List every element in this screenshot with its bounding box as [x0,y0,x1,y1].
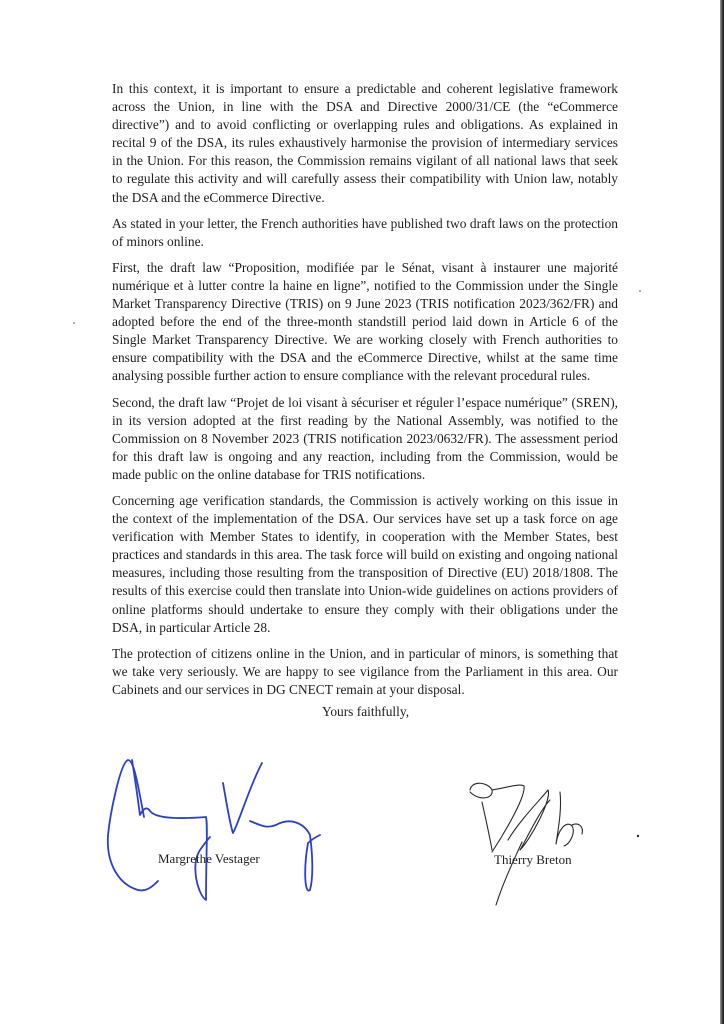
paragraph-second-draft-law: Second, the draft law “Projet de loi visant à sécuriser et réguler l’espace numérique” (SREN), in its version adopted at the first reading by the National Assembly, was notified to the Commission on 8 November 2023 (TRIS notification 2023/0632/FR). The assessment period for this draft law is ongoing and any reaction, including from the Commission, would be made public on the online database for TRIS notifications. [112,394,618,482]
paragraph-first-draft-law: First, the draft law “Proposition, modifiée par le Sénat, visant à instaurer une majorité numérique et à lutter contre la haine en ligne”, notified to the Commission under the Single Market Transparency Directive (TRIS) on 9 June 2023 (TRIS notification 2023/362/FR) and adopted before the end of the three-month standstill period laid down in Article 6 of the Single Market Transparency Directive. We are working closely with French authorities to ensure compatibility with the DSA and the eCommerce Directive, whilst at the same time analysing possible further action to ensure compliance with the relevant procedural rules. [112,259,618,384]
paragraph-age-verification: Concerning age verification standards, the Commission is actively working on this issue in the context of the implementation of the DSA. Our services have set up a task force on age verification with Member States to identify, in cooperation with the Member States, best practices and standards in this area. The task force will build on existing and ongoing national measures, including those resulting from the transposition of Directive (EU) 2018/1808. The results of this exercise could then translate into Union-wide guidelines on actions providers of online platforms should undertake to ensure they comply with their obligations under the DSA, in particular Article 28. [112,492,618,635]
paragraph-protection-of-citizens: The protection of citizens online in the Union, and in particular of minors, is something that we take very seriously. We are happy to see vigilance from the Parliament in this area. Our Cabinets and our services in DG CNECT remain at your disposal. [112,645,618,697]
page-edge-shadow [720,0,724,1024]
closing-salutation: Yours faithfully, [322,704,410,719]
scan-speck [639,290,641,292]
signatory-name-breton: Thierry Breton [494,852,572,867]
signatory-name-vestager: Margrethe Vestager [158,851,260,866]
paragraph-legislative-framework: In this context, it is important to ensure a predictable and coherent legislative framework across the Union, in line with the DSA and Directive 2000/31/CE (the “eCommerce directive”) and to avoid conflicting or overlapping rules and obligations. As explained in recital 9 of the DSA, its rules exhaustively harmonise the provision of intermediary services in the Union. For this reason, the Commission remains vigilant of all national laws that seek to regulate this activity and will carefully assess their compatibility with Union law, notably the DSA and the eCommerce Directive. [112,81,618,205]
letter-body [112,80,618,707]
scan-speck [73,322,75,324]
signature-vestager [90,755,330,915]
signature-breton [460,780,650,910]
paragraph-french-draft-laws: As stated in your letter, the French authorities have published two draft laws on the protection of minors online. [112,215,618,249]
